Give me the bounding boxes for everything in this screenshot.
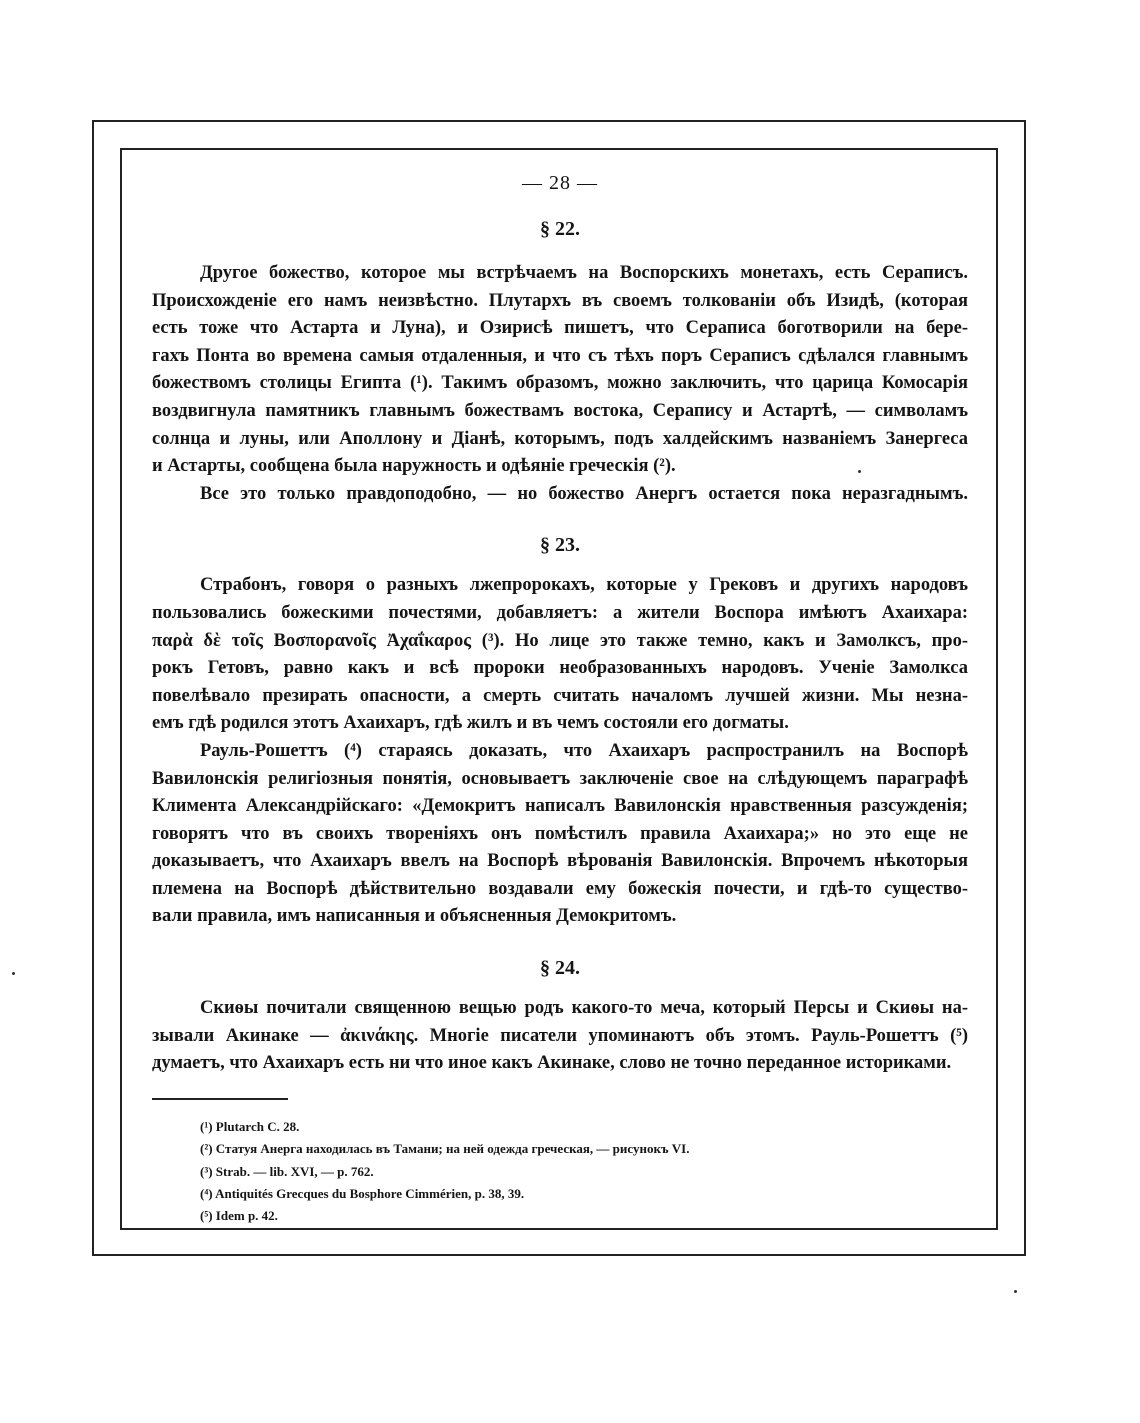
section-24-paragraph-1 [152, 995, 968, 1078]
text-line: доказываетъ, что Ахаихаръ ввелъ на Воспорѣ вѣрованія Вавилонскія. Впрочемъ нѣкоторыя [152, 851, 968, 872]
text-line: и Астарты, сообщена была наружность и одѣяніе греческія (²). [152, 456, 676, 477]
section-23-paragraph-2 [152, 738, 968, 931]
text-line: вали правила, имъ написанныя и объясненныя Демокритомъ. [152, 906, 677, 927]
text-line: рокъ Гетовъ, равно какъ и всѣ пророки необразованныхъ народовъ. Ученіе Замолкса [152, 658, 968, 679]
section-heading-24: § 24. [540, 957, 580, 980]
text-line: Климента Александрійскаго: «Демокритъ написалъ Вавилонскія нравственныя разсужденія; [152, 796, 968, 817]
footnote-3: (³) Strab. — lib. XVI, — p. 762. [200, 1163, 374, 1179]
scan-speck [12, 972, 15, 975]
text-line: зывали Акинаке — ἀκινάκης. Многіе писатели упоминаютъ объ этомъ. Рауль-Рошеттъ (⁵) [152, 1025, 968, 1046]
text-line: говорятъ что въ своихъ твореніяхъ онъ помѣстилъ правила Ахаихара;» но это еще не [152, 823, 968, 844]
text-line: Другое божество, которое мы встрѣчаемъ на Воспорскихъ монетахъ, есть Сераписъ. [200, 263, 968, 283]
text-line: гахъ Понта во времена самыя отдаленныя, и что съ тѣхъ поръ Сераписъ сдѣлался главнымъ [152, 345, 968, 366]
text-line: есть тоже что Астарта и Луна), и Озирисѣ пишетъ, что Сераписа боготворили на бере- [152, 318, 968, 339]
section-23-paragraph-1 [152, 572, 968, 738]
section-22-paragraph-1 [152, 260, 968, 481]
section-heading-23: § 23. [540, 534, 580, 557]
text-line: Страбонъ, говоря о разныхъ лжепророкахъ, которые у Грековъ и другихъ народовъ [200, 575, 968, 596]
footnote-separator [152, 1098, 288, 1100]
footnote-4: (⁴) Antiquités Grecques du Bosphore Cimmérien, p. 38, 39. [200, 1186, 525, 1202]
scan-speck [1014, 1290, 1017, 1293]
footnote-2: (²) Статуя Анерга находилась въ Тамани; на ней одежда греческая, — рисунокъ VI. [200, 1141, 690, 1157]
page-content [152, 168, 968, 1228]
text-line: божествомъ столицы Египта (¹). Такимъ образомъ, можно заключить, что царица Комосарія [152, 373, 968, 394]
text-line: Рауль-Рошеттъ (⁴) стараясь доказать, что Ахаихаръ распространилъ на Воспорѣ [200, 740, 968, 761]
section-22-paragraph-2 [152, 481, 968, 509]
footnote-1: (¹) Plutarch C. 28. [200, 1118, 300, 1134]
text-line: παρὰ δὲ τοῖς Βοσπορανοῖς Ἀχαΐκαρος (³). Но лице это также темно, какъ и Замолксъ, про- [152, 630, 968, 651]
footnote-5: (⁵) Idem p. 42. [200, 1208, 278, 1224]
text-line: Все это только правдоподобно, — но божество Анергъ остается пока неразгаднымъ. [200, 483, 968, 504]
text-line: племена на Воспорѣ дѣйствительно воздавали ему божескія почести, и гдѣ-то существо- [152, 878, 968, 899]
section-heading-22: § 22. [540, 218, 580, 240]
text-line: Скиѳы почитали священною вещью родъ какого-то меча, который Персы и Скиѳы на- [200, 998, 968, 1019]
text-line: воздвигнула памятникъ главнымъ божествамъ востока, Серапису и Астартѣ, — символамъ [152, 400, 968, 421]
page-number: — 28 — [522, 172, 598, 194]
text-line: Вавилонскія религіозныя понятія, основываетъ заключеніе свое на слѣдующемъ параграфѣ [152, 768, 968, 789]
scan-speck [858, 470, 861, 473]
footnotes [200, 1116, 968, 1228]
text-line: пользовались божескими почестями, добавляетъ: а жители Воспора имѣютъ Ахаихара: [152, 602, 968, 623]
text-line: солнца и луны, или Аполлону и Діанѣ, которымъ, подъ халдейскимъ названіемъ Занергеса [152, 428, 968, 449]
text-line: думаетъ, что Ахаихаръ есть ни что иное какъ Акинаке, слово не точно переданное историками. [152, 1053, 952, 1074]
text-line: Происхожденіе его намъ неизвѣстно. Плутархъ въ своемъ толкованіи объ Изидѣ, (которая [152, 290, 968, 311]
text-line: емъ гдѣ родился этотъ Ахаихаръ, гдѣ жилъ и въ чемъ состояли его догматы. [152, 713, 789, 734]
text-line: повелѣвало презирать опасности, а смерть считать началомъ лучшей жизни. Мы незна- [152, 685, 968, 706]
